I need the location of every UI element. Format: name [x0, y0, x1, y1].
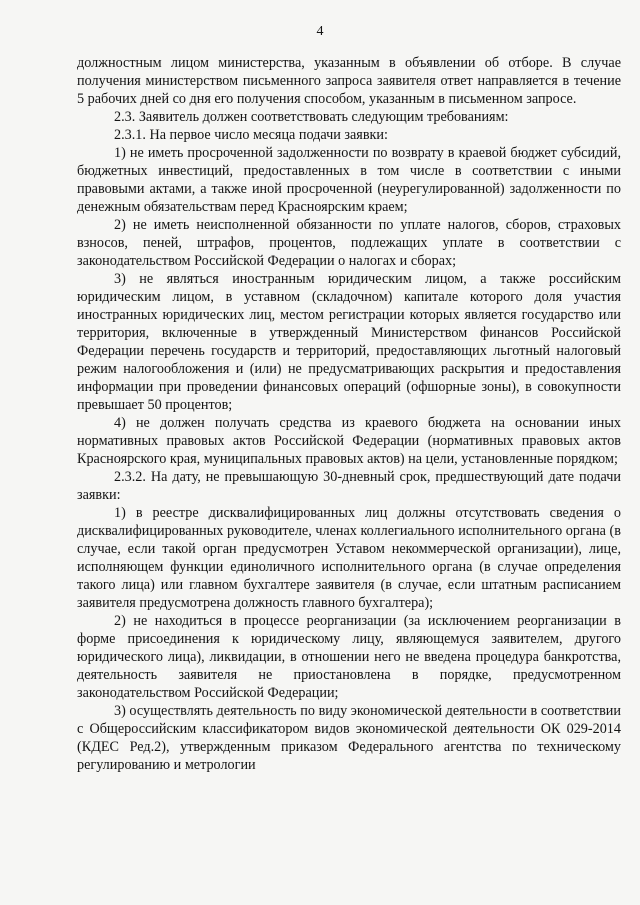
paragraph-sub-item-1: 1) в реестре дисквалифицированных лиц должны отсутствовать сведения о дисквалифицированных руководителе, членах коллегиального исполнительного органа (в случае, если такой орган предусмотрен Уставом некоммерческой организации), лице, исполняющем функции единоличного исполнительного органа (в случае определения такого лица) или главном бухгалтере заявителя (в случае, если штатным расписанием заявителя предусмотрена должность главного бухгалтера); [77, 505, 621, 611]
paragraph-2-3-2: 2.3.2. На дату, не превышающую 30-дневный срок, предшествующий дате подачи заявки: [77, 469, 621, 503]
paragraph-item-1: 1) не иметь просроченной задолженности по возврату в краевой бюджет субсидий, бюджетных инвестиций, предоставленных в том числе в соответствии с иными правовыми актами, а также иной просроченной (неурегулированной) задолженности по денежным обязательствам перед Красноярским краем; [77, 145, 621, 215]
paragraph-2-3-1: 2.3.1. На первое число месяца подачи заявки: [114, 127, 388, 143]
paragraph-sub-item-2: 2) не находиться в процессе реорганизации (за исключением реорганизации в форме присоединения к юридическому лицу, являющемуся заявителем, другого юридического лица), ликвидации, в отношении него не введена процедура банкротства, деятельность заявителя не приостановлена в порядке, предусмотренном законодательством Российской Федерации; [77, 613, 621, 701]
page-number: 4 [316, 24, 324, 39]
paragraph-item-2: 2) не иметь неисполненной обязанности по уплате налогов, сборов, страховых взносов, пеней, штрафов, процентов, подлежащих уплате в соответствии с законодательством Российской Федерации о налогах и сборах; [77, 217, 621, 269]
paragraph-2-3: 2.3. Заявитель должен соответствовать следующим требованиям: [114, 109, 509, 125]
paragraph-item-4: 4) не должен получать средства из краевого бюджета на основании иных нормативных правовых актов Российской Федерации (нормативных правовых актов Красноярского края, муниципальных правовых актов) на цели, установленные порядком; [77, 415, 621, 467]
paragraph-sub-item-3: 3) осуществлять деятельность по виду экономической деятельности в соответствии с Общероссийским классификатором видов экономической деятельности ОК 029-2014 (КДЕС Ред.2), утвержденным приказом Федерального агентства по техническому регулированию и метрологии [77, 703, 621, 773]
document-body [77, 54, 621, 774]
paragraph-continuation: должностным лицом министерства, указанным в объявлении об отборе. В случае получения министерством письменного запроса заявителя ответ направляется в течение 5 рабочих дней со дня его получения способом, указанным в письменном запросе. [77, 55, 621, 107]
paragraph-item-3: 3) не являться иностранным юридическим лицом, а также российским юридическим лицом, в уставном (складочном) капитале которого доля участия иностранных юридических лиц, местом регистрации которых является государство или территория, включенные в утвержденный Министерством финансов Российской Федерации перечень государств и территорий, предоставляющих льготный налоговый режим налогообложения и (или) не предусматривающих раскрытия и предоставления информации при проведении финансовых операций (офшорные зоны), в совокупности превышает 50 процентов; [77, 271, 621, 413]
